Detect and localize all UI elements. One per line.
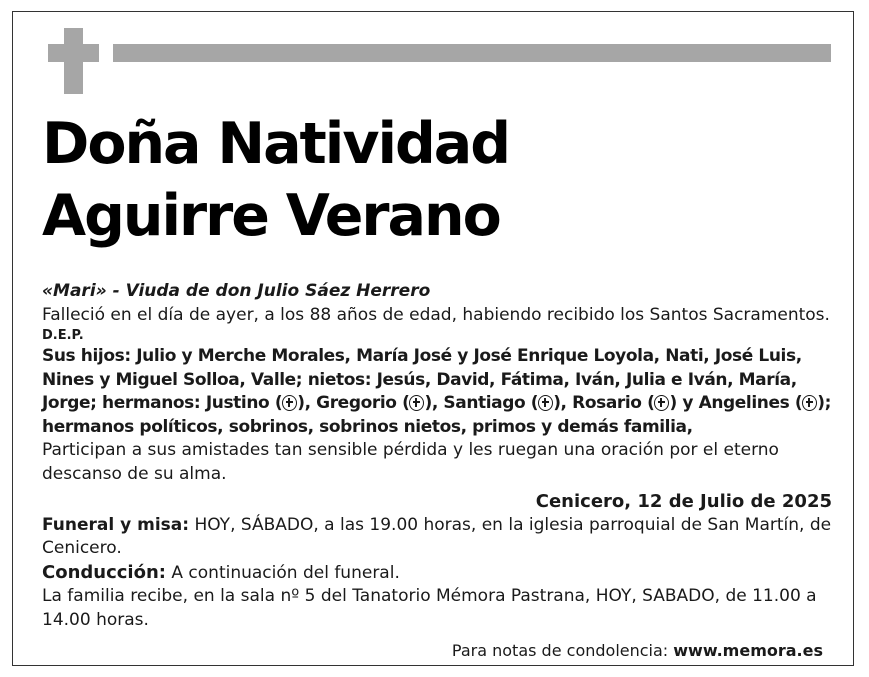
family-list xyxy=(42,345,832,439)
circled-cross-icon xyxy=(282,395,297,411)
conduccion-text: A continuación del funeral. xyxy=(165,562,400,583)
name-line-1: Doña Natividad xyxy=(42,111,510,177)
reception-info: La familia recibe, en la sala nº 5 del Tanatorio Mémora Pastrana, HOY, SABADO, de 11.00 a 14.00 horas. xyxy=(42,586,817,630)
footer-label: Para notas de condolencia: xyxy=(451,641,674,660)
header-bar xyxy=(113,44,831,62)
family-sep-4: ) y Angelines ( xyxy=(669,393,803,413)
circled-cross-icon xyxy=(802,395,817,411)
death-text: Falleció en el día de ayer, a los 88 años de edad, habiendo recibido los Santos Sacramentos. xyxy=(42,304,830,325)
circled-cross-icon xyxy=(538,395,553,411)
name-line-2: Aguirre Verano xyxy=(42,183,500,249)
family-sep-3: ), Rosario ( xyxy=(553,393,655,413)
family-sep-1: ), Gregorio ( xyxy=(297,393,410,413)
funeral-text: HOY, SÁBADO, a las 19.00 horas, en la iglesia parroquial de San Martín, de Cenicero. xyxy=(42,514,832,558)
circled-cross-icon xyxy=(409,395,424,411)
family-sep-2: ), Santiago ( xyxy=(424,393,539,413)
circled-cross-icon xyxy=(654,395,669,411)
participation-text: Participan a sus amistades tan sensible pérdida y les ruegan una oración por el eterno descanso de su alma. xyxy=(42,440,779,484)
notice-body xyxy=(42,280,832,632)
condolence-footer xyxy=(452,641,823,660)
place-date: Cenicero, 12 de Julio de 2025 xyxy=(535,491,832,512)
funeral-info xyxy=(42,514,832,561)
cross-horizontal-beam xyxy=(48,44,99,62)
funeral-label: Funeral y misa: xyxy=(42,514,190,535)
dep-label: D.E.P. xyxy=(42,328,84,343)
website-link[interactable]: www.memora.es xyxy=(673,641,823,660)
family-text-2: ); hermanos políticos, sobrinos, sobrinos nietos, primos y demás familia, xyxy=(42,393,832,437)
deceased-name xyxy=(42,108,509,252)
conduccion-label: Conducción: xyxy=(42,561,166,583)
subtitle: «Mari» - Viuda de don Julio Sáez Herrero xyxy=(42,281,431,301)
conduccion-info xyxy=(42,561,832,586)
family-text-1: Sus hijos: Julio y Merche Morales, María José y José Enrique Loyola, Nati, José Luis, Nines y Miguel Solloa, Valle; nietos: Jesús, David, Fátima, Iván, Julia e Iván, María, Jorge; hermanos: Justino ( xyxy=(42,346,802,413)
